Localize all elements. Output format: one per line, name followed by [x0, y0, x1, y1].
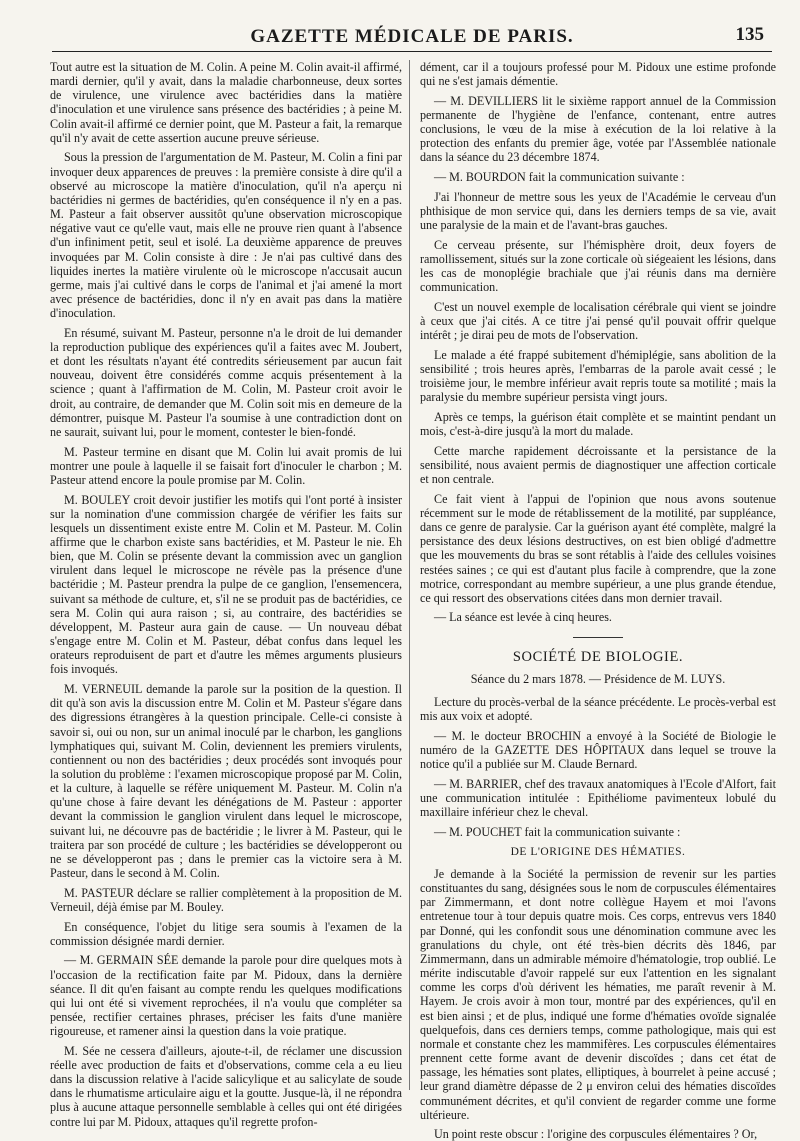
right-column [420, 60, 777, 1141]
session-line: Séance du 2 mars 1878. — Présidence de M. LUYS. [470, 671, 726, 686]
paragraph: Le malade a été frappé subitement d'hémiplégie, sans abolition de la sensibilité ; trois heures après, l'embarras de la parole avait cessé ; le troisième jour, le membre inférieur avait repris toute sa motilité ; mais la paralysie du membre supérieur persista vingt jours. [420, 347, 776, 405]
paragraph: — M. BARRIER, chef des travaux anatomiques à l'Ecole d'Alfort, fait une communication intitulée : Epithéliome pavimenteux lobulé du maxillaire inférieur chez le cheval. [420, 776, 776, 820]
paragraph: Après ce temps, la guérison était complète et se maintint pendant un mois, c'est-à-dire jusqu'à la mort du malade. [420, 409, 776, 439]
article-subheading: DE L'ORIGINE DES HÉMATIES. [510, 845, 686, 858]
section-separator [573, 637, 623, 638]
paragraph: Lecture du procès-verbal de la séance précédente. Le procès-verbal est mis aux voix et adopté. [420, 694, 776, 724]
paragraph: dément, car il a toujours professé pour M. Pidoux une estime profonde qui ne s'est jamais démentie. [420, 60, 776, 89]
paragraph: Un point reste obscur : l'origine des corpuscules élémentaires ? Or, [434, 1127, 758, 1141]
paragraph: — M. GERMAIN SÉE demande la parole pour dire quelques mots à l'occasion de la rectification faite par M. Pidoux, dans la dernière séance. Il dit qu'en faisant au compte rendu les quelques modifications qui lui ont été si vivement reprochées, il n'a voulu que compléter sa pensée, rectifier certaines phrases, préciser les faits d'une manière rigoureuse, et ramener ainsi la question dans la voie pratique. [50, 953, 402, 1039]
section-title: SOCIÉTÉ DE BIOLOGIE. [512, 648, 684, 665]
page-number: 135 [735, 24, 764, 45]
paragraph: En résumé, suivant M. Pasteur, personne n'a le droit de lui demander la reproduction publique des expériences qu'il a faites avec M. Joubert, et dont les résultats n'ayant été contredits sérieusement par aucun fait nouveau, doivent être considérés comme acquis présentement à la science ; quant à l'affirmation de M. Colin, M. Pasteur croit avoir le droit, au contraire, de demander que M. Colin soit mis en demeure de la démontrer, puisque M. Pasteur l'a soumise à une contradiction dont on ne saurait, suivant lui, pour le moment, contester le bien-fondé. [50, 325, 402, 439]
paragraph: En conséquence, l'objet du litige sera soumis à l'examen de la commission désignée mardi dernier. [50, 919, 402, 948]
paragraph: — La séance est levée à cinq heures. [434, 610, 612, 625]
paragraph: M. VERNEUIL demande la parole sur la position de la question. Il dit qu'à son avis la discussion entre M. Colin et M. Pasteur s'égare dans des digressions étrangères à la question principale. Celle-ci consiste à savoir si, oui ou non, sur un animal inoculé par le charbon, les ganglions lymphatiques qui, suivant M. Colin, deviennent les premiers virulents, contiennent ou non des bactéridies ; deux procédés sont invoqués pour la solution du problème : l'examen microscopique proposé par M. Colin, et la culture, à laquelle se réfère uniquement M. Pasteur. M. Colin n'a qu'une chose à faire devant les dénégations de M. Pasteur : apporter devant la commission le ganglion virulent dans lequel le microscope, suivant lui, ne découvre pas de bactéridie ; le livrer à M. Pasteur, qui le traitera par son procédé de culture ; les bactéridies se développeront ou ne se développeront pas ; dans le premier cas la victoire sera à M. Pasteur, dans le second à M. Colin. [50, 682, 402, 881]
paragraph: — M. POUCHET fait la communication suivante : [434, 824, 681, 839]
paragraph: Sous la pression de l'argumentation de M. Pasteur, M. Colin a fini par invoquer deux apparences de preuves : la première consiste à dire qu'il a observé au microscope la matière d'inoculation, qu'il n'a aperçu ni bactéridies ni germes de bactéridies, qu'en conséquence il n'y en a pas. M. Pasteur a fait observer aussitôt qu'une observation microscopique négative vaut ce qu'elle vaut, mais elle ne prouve rien quant à l'absence d'un infiniment petit, seul et isolé. La deuxième apparence de preuves invoquées par M. Colin consiste à dire : Je n'ai pas cultivé dans des liquides inertes la matière virulente où le microscope n'accusait aucun germe, mais j'ai cultivé dans le corps de l'animal et j'ai amené la mort avec présence de bactéridies, donc il n'y en avait pas dans la matière d'inoculation. [50, 150, 402, 321]
paragraph: Je demande à la Société la permission de revenir sur les parties constituantes du sang, désignées sous le nom de corpuscules élémentaires par Zimmermann, et dont notre collègue Hayem et moi l'avons entretenue tour à tour depuis quatre mois. Ces corps, entrevus vers 1840 par Donné, qui les confondit sous une dénomination commune avec les granulations du chyle, ont été très-bien décrits dès 1846, par Zimmermann, dans un admirable mémoire d'hématologie, trop oublié. Le mérite indiscutable d'avoir rappelé sur eux l'attention en les signalant comme les corps d'où dérivent les hématies, me paraît revenir à M. Hayem. Je crois avoir à mon tour, montré par des expériences, qu'il en est bien ainsi ; et de plus, indiqué une forme d'hématies ovoïde signalée quelquefois, dans ces derniers temps, comme pathologique, mais qui est normale et constante chez les mammifères. Les corpuscules élémentaires prennent cette forme avant de devenir discoïdes ; dans cet état de passage, les hématies sont plates, elliptiques, à bourrelet à peine accusé ; leur grand diamètre dépasse de 2 μ environ celui des hématies discoïdes communément décrites, et qu'il convient de regarder comme une forme ultérieure. [420, 867, 777, 1122]
paragraph: M. Sée ne cessera d'ailleurs, ajoute-t-il, de réclamer une discussion réelle avec production de faits et d'observations, comme cela a eu lieu dans la discussion relative à l'acide salicylique et au salicylate de soude dans le rhumatisme articulaire aigu et la goutte. Jusque-là, il ne répondra plus à aucune attaque personnelle semblable à celles qui ont été dirigées contre lui par M. Pidoux, attaques qu'il regrette profon- [50, 1043, 402, 1129]
paragraph: Tout autre est la situation de M. Colin. A peine M. Colin avait-il affirmé, mardi dernier, qu'il y avait, dans la maladie charbonneuse, deux sortes de virulence, une virulence avec bactéridies dans la matière d'inoculation et une virulence sans présence des bactéridies ; à peine M. Colin avait-il affirmé ce dernier point, que M. Pasteur a fait, la remarque qu'il n'y avait de cette assertion aucune preuve sérieuse. [50, 60, 402, 145]
paragraph: Cette marche rapidement décroissante et la persistance de la sensibilité, nous avaient permis de diagnostiquer une affection corticale et non centrale. [420, 443, 776, 487]
paragraph: J'ai l'honneur de mettre sous les yeux de l'Académie le cerveau d'un phthisique de mon service qui, dans les derniers temps de sa vie, avait une paralysie de la main et de l'avant-bras gauches. [420, 189, 776, 233]
paragraph: — M. le docteur BROCHIN a envoyé à la Société de Biologie le numéro de la GAZETTE DES HÔPITAUX dans lequel se trouve la notice qu'il a publiée sur M. Claude Bernard. [420, 728, 776, 772]
paragraph: M. Pasteur termine en disant que M. Colin lui avait promis de lui montrer une poule à laquelle il se faisait fort d'inoculer le charbon ; M. Pasteur attend encore la poule promise par M. Colin. [50, 444, 402, 487]
paragraph: M. BOULEY croit devoir justifier les motifs qui l'ont porté à insister sur la nomination d'une commission chargée de vérifier les faits sur lesquels un dissentiment existe entre M. Colin et M. Pasteur. M. Colin affirme que le charbon existe sans bactéridies, et M. Pasteur le nie. Eh bien, que M. Colin se présente devant la commission avec un ganglion virulent dans lequel le microscope ne révèle pas la présence d'une bactéridie ; M. Pasteur prendra la pulpe de ce ganglion, l'ensemencera, suivant sa méthode de culture, et, s'il ne se produit pas de bactéridies, ce sera M. Colin qui aura raison ; si, au contraire, des bactéridies se développent, M. Pasteur aura gain de cause. — Un nouveau débat s'engage entre M. Colin et M. Pasteur, débat confus dans lequel les orateurs reproduisent de part et d'autre les mêmes arguments plusieurs fois invoqués. [50, 492, 402, 677]
paragraph: C'est un nouvel exemple de localisation cérébrale qui vient se joindre à ceux que j'ai cités. A ce titre j'ai pensé qu'il pouvait offrir quelque intérêt ; je dirai peu de mots de l'observation. [420, 299, 776, 343]
column-divider [409, 60, 410, 1090]
paragraph: — M. BOURDON fait la communication suivante : [434, 170, 685, 185]
paragraph: Ce fait vient à l'appui de l'opinion que nous avons soutenue récemment sur le mode de rétablissement de la motilité, par suppléance, dans ce genre de paralysie. Car la guérison ayant été complète, malgré la persistance des deux lésions destructives, on est bien obligé d'admettre que les mouvements du bras se sont rétablis à l'aide des cellules voisines restées saines ; ce qui est d'autant plus facile à comprendre, que la zone motrice, correspondant au membre supérieur, a une plus grande étendue, ce qui ressort des observations citées dans mon dernier travail. [420, 491, 776, 605]
left-column [50, 60, 402, 1129]
paragraph: Ce cerveau présente, sur l'hémisphère droit, deux foyers de ramollissement, situés sur la zone corticale où siégeaient les lésions, dans les cas de monoplégie brachiale que j'ai réunis dans ma dernière communication. [420, 237, 776, 295]
paragraph: — M. DEVILLIERS lit le sixième rapport annuel de la Commission permanente de l'hygiène de l'enfance, contenant, entre autres conclusions, le vœu de la mise à exécution de la loi relative à la protection des enfants du premier âge, votée par l'Assemblée nationale dans la séance du 23 décembre 1874. [420, 93, 776, 165]
paragraph: M. PASTEUR déclare se rallier complètement à la proposition de M. Verneuil, déjà émise par M. Bouley. [50, 885, 402, 914]
journal-title: GAZETTE MÉDICALE DE PARIS. [250, 26, 574, 47]
page-header [52, 22, 772, 52]
